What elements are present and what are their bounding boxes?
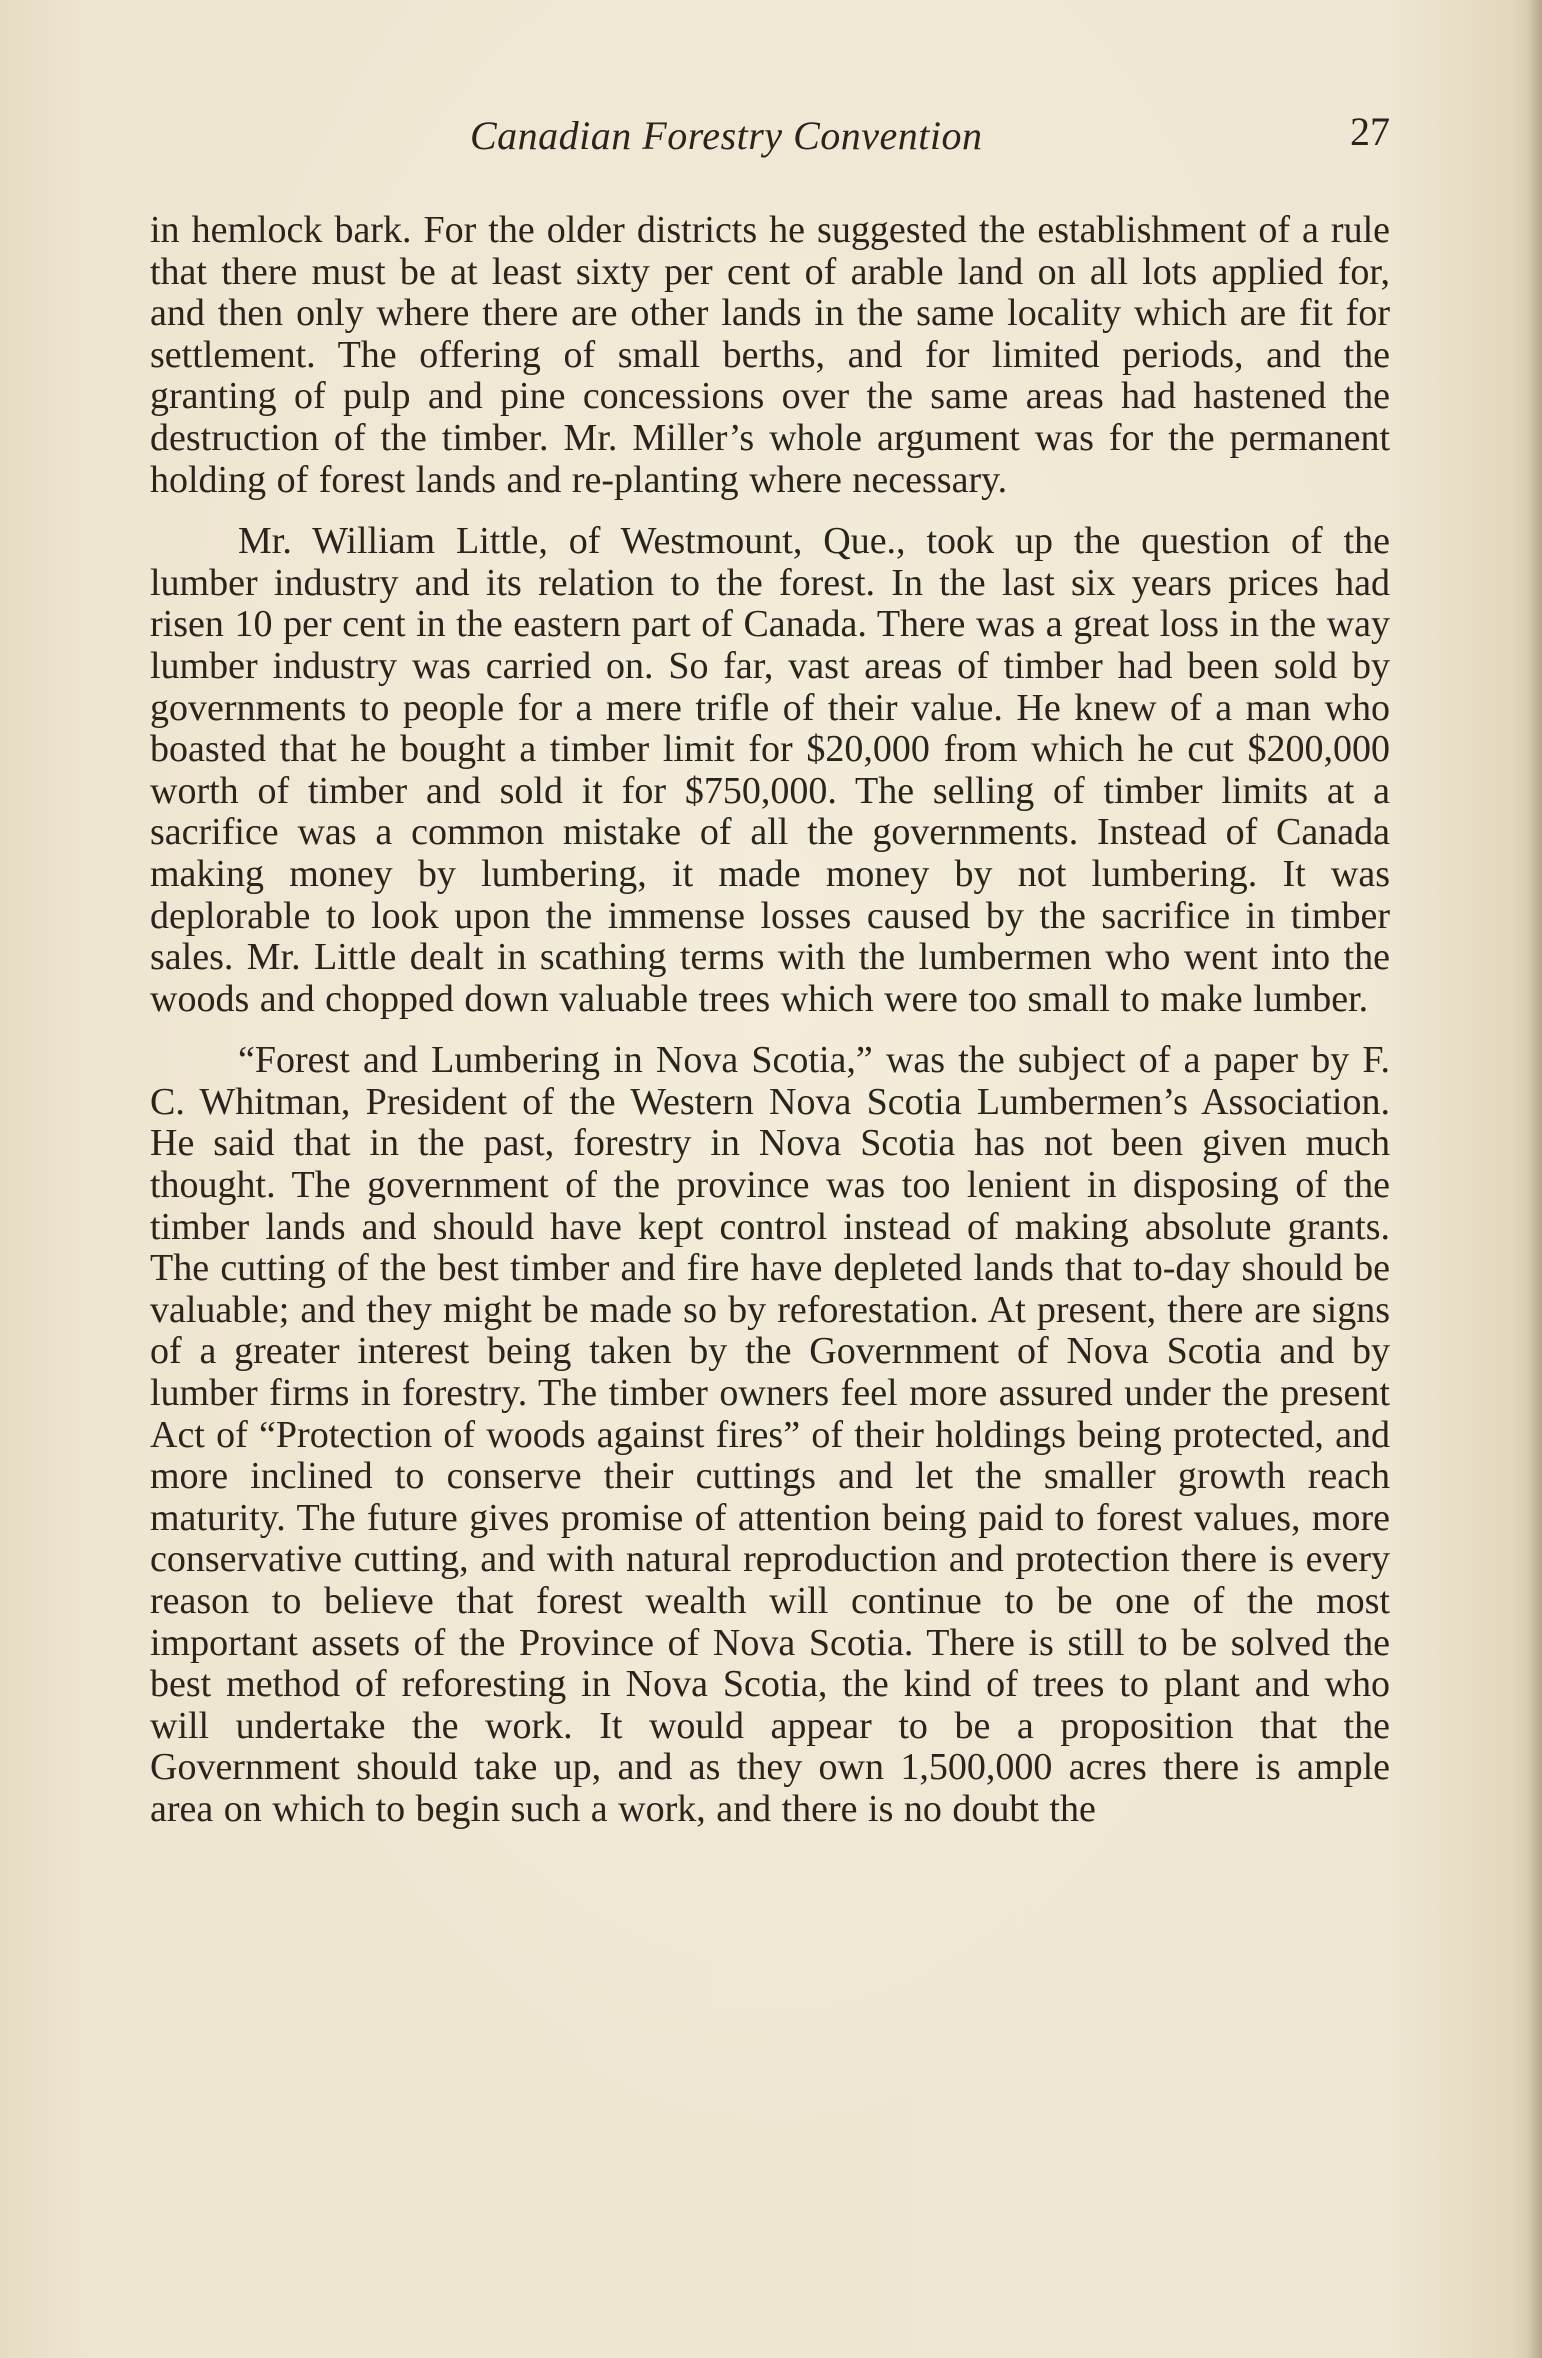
paragraph-nova-scotia: “Forest and Lumbering in Nova Scotia,” was the subject of a paper by F. C. Whitman, President of the Western Nova Scotia Lumbermen’s Association. He said that in the past, forestry in Nova Scotia has not been given much thought. The government of the province was too lenient in disposing of the timber lands and should have kept control instead of making absolute grants. The cutting of the best timber and fire have depleted lands that to-day should be valuable; and they might be made so by reforestation. At present, there are signs of a greater interest being taken by the Government of Nova Scotia and by lumber firms in forestry. The timber owners feel more assured under the present Act of “Protection of woods against fires” of their holdings being protected, and more inclined to conserve their cuttings and let the smaller growth reach maturity. The future gives promise of attention being paid to forest values, more conservative cutting, and with natural reproduction and protection there is every reason to believe that forest wealth will continue to be one of the most important assets of the Province of Nova Scotia. There is still to be solved the best method of reforesting in Nova Scotia, the kind of trees to plant and who will undertake the work. It would appear to be a proposition that the Government should take up, and as they own 1,500,000 acres there is ample area on which to begin such a work, and there is no doubt the (150, 1039, 1390, 1830)
running-title: Canadian Forestry Convention (470, 113, 983, 158)
paragraph-william-little: Mr. William Little, of Westmount, Que., took up the question of the lumber industry and its relation to the forest. In the last six years prices had risen 10 per cent in the eastern part of Canada. There was a great loss in the way lumber industry was carried on. So far, vast areas of timber had been sold by governments to people for a mere trifle of their value. He knew of a man who boasted that he bought a timber limit for $20,000 from which he cut $200,000 worth of timber and sold it for $750,000. The selling of timber limits at a sacrifice was a common mistake of all the governments. Instead of Canada making money by lumbering, it made money by not lumbering. It was deplorable to look upon the immense losses caused by the sacrifice in timber sales. Mr. Little dealt in scathing terms with the lumbermen who went into the woods and chopped down valuable trees which were too small to make lumber. (150, 520, 1390, 1020)
paragraph-continued: in hemlock bark. For the older districts he suggested the establishment of a rule that there must be at least sixty per cent of arable land on all lots applied for, and then only where there are other lands in the same locality which are fit for settlement. The offering of small berths, and for limited periods, and the granting of pulp and pine concessions over the same areas had hastened the destruction of the timber. Mr. Miller’s whole argument was for the permanent holding of forest lands and re-planting where necessary. (150, 209, 1390, 501)
page-number: 27 (1350, 109, 1390, 154)
body-text (150, 210, 1390, 1851)
page-edge-shadow (1528, 0, 1542, 2358)
running-header (150, 109, 1390, 172)
